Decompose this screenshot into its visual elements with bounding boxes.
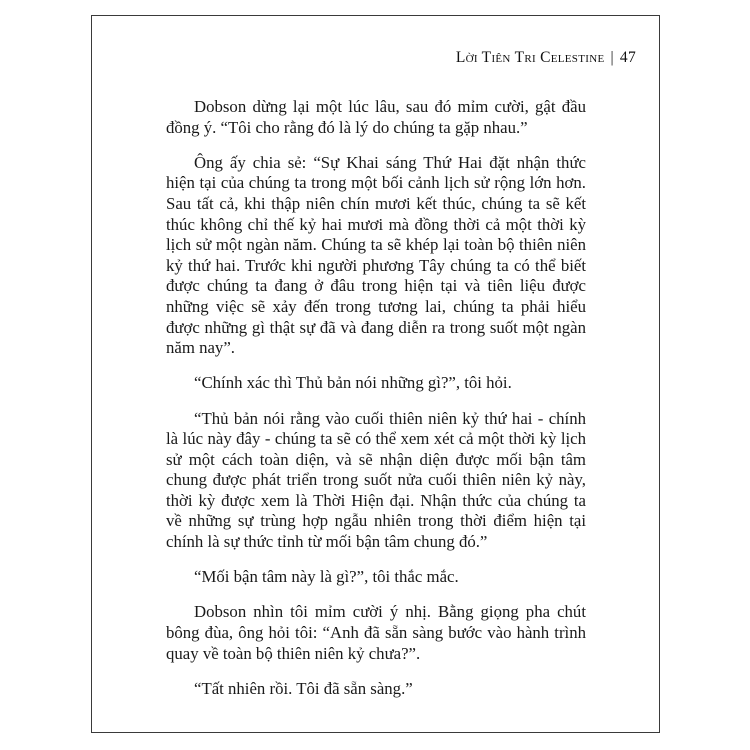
paragraph: Dobson dừng lại một lúc lâu, sau đó mỉm cười, gật đầu đồng ý. “Tôi cho rằng đó là lý do chúng ta gặp nhau.” bbox=[166, 97, 586, 137]
paragraph: “Tất nhiên rồi. Tôi đã sẵn sàng.” bbox=[194, 678, 413, 698]
header-separator: | bbox=[610, 49, 614, 66]
running-head bbox=[456, 49, 636, 67]
paragraph: “Chính xác thì Thủ bản nói những gì?”, tôi hỏi. bbox=[194, 373, 512, 393]
paragraph: “Mối bận tâm này là gì?”, tôi thắc mắc. bbox=[194, 567, 459, 587]
page-body bbox=[166, 97, 586, 714]
paragraph: Dobson nhìn tôi mỉm cười ý nhị. Bằng giọng pha chút bông đùa, ông hỏi tôi: “Anh đã sẵn sàng bước vào hành trình quay về toàn bộ thiên niên kỷ chưa?”. bbox=[166, 602, 586, 663]
book-title: Lời Tiên Tri Celestine bbox=[455, 49, 605, 66]
paragraph: “Thủ bản nói rằng vào cuối thiên niên kỷ thứ hai - chính là lúc này đây - chúng ta sẽ có thể xem xét cả một thời kỳ lịch sử một cách toàn diện, và sẽ nhận diện được mối bận tâm chung được phát triển trong suốt nửa cuối thiên niên kỷ này, thời kỳ được xem là Thời Hiện đại. Nhận thức của chúng ta về những sự trùng hợp ngẫu nhiên trong thời điểm hiện tại chính là sự thức tỉnh từ mối bận tâm chung đó.” bbox=[166, 408, 586, 552]
paragraph: Ông ấy chia sẻ: “Sự Khai sáng Thứ Hai đặt nhận thức hiện tại của chúng ta trong một bối cảnh lịch sử rộng lớn hơn. Sau tất cả, khi thập niên chín mươi kết thúc, chúng ta sẽ kết thúc không chỉ thế kỷ hai mươi mà đồng thời cả một thời kỳ lịch sử một ngàn năm. Chúng ta sẽ khép lại toàn bộ thiên niên kỷ thứ hai. Trước khi người phương Tây chúng ta có thể biết được chúng ta đang ở đâu trong hiện tại và tiên liệu được những việc sẽ xảy đến trong tương lai, chúng ta phải hiểu được những gì thật sự đã và đang diễn ra trong suốt một ngàn năm nay”. bbox=[166, 152, 586, 358]
page-number: 47 bbox=[619, 49, 636, 66]
